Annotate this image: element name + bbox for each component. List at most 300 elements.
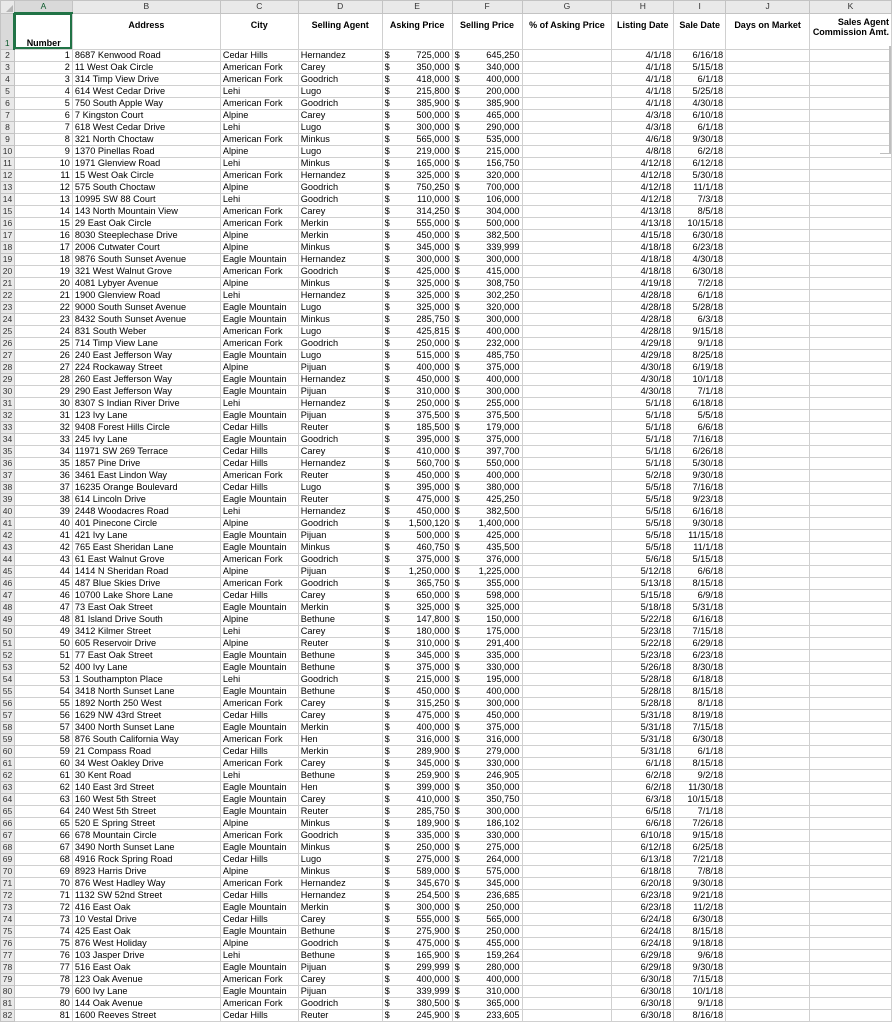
cell-address[interactable]: 11 West Oak Circle — [72, 61, 220, 73]
cell-selling-price[interactable] — [452, 505, 522, 517]
cell-number[interactable]: 71 — [14, 889, 72, 901]
cell-days-on-market[interactable] — [726, 781, 810, 793]
cell-sale-date[interactable]: 6/16/18 — [674, 613, 726, 625]
cell-address[interactable]: 4916 Rock Spring Road — [72, 853, 220, 865]
cell-selling-agent[interactable]: Carey — [298, 793, 382, 805]
cell-sale-date[interactable]: 7/8/18 — [674, 865, 726, 877]
cell-listing-date[interactable]: 5/12/18 — [612, 565, 674, 577]
cell-selling-price[interactable] — [452, 901, 522, 913]
cell-selling-price[interactable] — [452, 457, 522, 469]
cell-sale-date[interactable]: 6/23/18 — [674, 649, 726, 661]
cell-pct-asking[interactable] — [522, 505, 612, 517]
cell-asking-price[interactable] — [382, 709, 452, 721]
cell-listing-date[interactable]: 5/1/18 — [612, 421, 674, 433]
cell-selling-price[interactable] — [452, 157, 522, 169]
cell-asking-price[interactable] — [382, 901, 452, 913]
cell-number[interactable]: 63 — [14, 793, 72, 805]
cell-commission[interactable] — [810, 301, 892, 313]
cell-number[interactable]: 15 — [14, 217, 72, 229]
cell-days-on-market[interactable] — [726, 421, 810, 433]
cell-asking-price[interactable] — [382, 613, 452, 625]
cell-address[interactable]: 9876 South Sunset Avenue — [72, 253, 220, 265]
cell-city[interactable]: Lehi — [220, 157, 298, 169]
row-header[interactable]: 31 — [1, 397, 15, 409]
cell-selling-agent[interactable]: Carey — [298, 205, 382, 217]
cell-selling-agent[interactable]: Goodrich — [298, 97, 382, 109]
cell-selling-agent[interactable]: Bethune — [298, 649, 382, 661]
cell-commission[interactable] — [810, 925, 892, 937]
row-header[interactable]: 77 — [1, 949, 15, 961]
cell-sale-date[interactable]: 5/5/18 — [674, 409, 726, 421]
cell-city[interactable]: Eagle Mountain — [220, 409, 298, 421]
cell-pct-asking[interactable] — [522, 733, 612, 745]
cell-address[interactable]: 3490 North Sunset Lane — [72, 841, 220, 853]
row-header[interactable]: 56 — [1, 697, 15, 709]
cell-selling-agent[interactable]: Hen — [298, 733, 382, 745]
cell-asking-price[interactable] — [382, 61, 452, 73]
cell-city[interactable]: Cedar Hills — [220, 49, 298, 61]
cell-commission[interactable] — [810, 937, 892, 949]
cell-city[interactable]: Eagle Mountain — [220, 661, 298, 673]
cell-sale-date[interactable]: 5/15/18 — [674, 61, 726, 73]
cell-listing-date[interactable]: 4/30/18 — [612, 373, 674, 385]
cell-selling-price[interactable] — [452, 661, 522, 673]
cell-commission[interactable] — [810, 229, 892, 241]
cell-asking-price[interactable] — [382, 397, 452, 409]
cell-address[interactable]: 10 Vestal Drive — [72, 913, 220, 925]
cell-city[interactable]: Eagle Mountain — [220, 685, 298, 697]
row-header[interactable]: 13 — [1, 181, 15, 193]
cell-listing-date[interactable]: 4/28/18 — [612, 313, 674, 325]
cell-number[interactable]: 10 — [14, 157, 72, 169]
cell-sale-date[interactable]: 7/15/18 — [674, 721, 726, 733]
cell-pct-asking[interactable] — [522, 1009, 612, 1021]
cell-number[interactable]: 24 — [14, 325, 72, 337]
cell-pct-asking[interactable] — [522, 409, 612, 421]
cell-selling-agent[interactable]: Bethune — [298, 685, 382, 697]
cell-days-on-market[interactable] — [726, 685, 810, 697]
cell-days-on-market[interactable] — [726, 133, 810, 145]
cell-number[interactable]: 74 — [14, 925, 72, 937]
cell-pct-asking[interactable] — [522, 769, 612, 781]
cell-pct-asking[interactable] — [522, 697, 612, 709]
cell-number[interactable]: 40 — [14, 517, 72, 529]
cell-days-on-market[interactable] — [726, 649, 810, 661]
cell-selling-agent[interactable]: Hernandez — [298, 505, 382, 517]
cell-commission[interactable] — [810, 829, 892, 841]
cell-number[interactable]: 4 — [14, 85, 72, 97]
cell-number[interactable]: 8 — [14, 133, 72, 145]
cell-sale-date[interactable]: 6/29/18 — [674, 637, 726, 649]
row-header[interactable]: 61 — [1, 757, 15, 769]
cell-address[interactable]: 240 West 5th Street — [72, 805, 220, 817]
cell-selling-price[interactable] — [452, 229, 522, 241]
cell-city[interactable]: American Fork — [220, 757, 298, 769]
cell-asking-price[interactable] — [382, 421, 452, 433]
cell-address[interactable]: 16235 Orange Boulevard — [72, 481, 220, 493]
cell-commission[interactable] — [810, 853, 892, 865]
cell-selling-agent[interactable]: Carey — [298, 709, 382, 721]
cell-city[interactable]: Eagle Mountain — [220, 301, 298, 313]
cell-selling-agent[interactable]: Minkus — [298, 541, 382, 553]
cell-commission[interactable] — [810, 61, 892, 73]
header-pct-asking[interactable]: % of Asking Price — [522, 13, 612, 49]
cell-days-on-market[interactable] — [726, 193, 810, 205]
cell-selling-agent[interactable]: Goodrich — [298, 673, 382, 685]
cell-number[interactable]: 11 — [14, 169, 72, 181]
cell-selling-agent[interactable]: Hen — [298, 781, 382, 793]
cell-selling-agent[interactable]: Hernandez — [298, 877, 382, 889]
cell-pct-asking[interactable] — [522, 229, 612, 241]
row-header[interactable]: 23 — [1, 301, 15, 313]
cell-days-on-market[interactable] — [726, 721, 810, 733]
cell-number[interactable]: 57 — [14, 721, 72, 733]
cell-selling-agent[interactable]: Goodrich — [298, 577, 382, 589]
cell-number[interactable]: 51 — [14, 649, 72, 661]
cell-listing-date[interactable]: 6/23/18 — [612, 889, 674, 901]
header-number[interactable]: Number — [14, 13, 72, 49]
cell-listing-date[interactable]: 6/2/18 — [612, 769, 674, 781]
cell-days-on-market[interactable] — [726, 433, 810, 445]
cell-sale-date[interactable]: 6/30/18 — [674, 913, 726, 925]
cell-pct-asking[interactable] — [522, 685, 612, 697]
cell-pct-asking[interactable] — [522, 193, 612, 205]
cell-address[interactable]: 15 West Oak Circle — [72, 169, 220, 181]
cell-sale-date[interactable]: 6/19/18 — [674, 361, 726, 373]
row-header[interactable]: 42 — [1, 529, 15, 541]
cell-sale-date[interactable]: 10/15/18 — [674, 793, 726, 805]
cell-city[interactable]: Alpine — [220, 361, 298, 373]
cell-listing-date[interactable]: 4/12/18 — [612, 193, 674, 205]
cell-number[interactable]: 20 — [14, 277, 72, 289]
cell-city[interactable]: Eagle Mountain — [220, 313, 298, 325]
cell-asking-price[interactable] — [382, 661, 452, 673]
cell-asking-price[interactable] — [382, 505, 452, 517]
cell-pct-asking[interactable] — [522, 589, 612, 601]
cell-asking-price[interactable] — [382, 853, 452, 865]
cell-commission[interactable] — [810, 361, 892, 373]
cell-selling-price[interactable] — [452, 121, 522, 133]
cell-asking-price[interactable] — [382, 373, 452, 385]
cell-selling-agent[interactable]: Hernandez — [298, 373, 382, 385]
cell-sale-date[interactable]: 8/15/18 — [674, 925, 726, 937]
header-days-on-market[interactable]: Days on Market — [726, 13, 810, 49]
cell-listing-date[interactable]: 6/1/18 — [612, 757, 674, 769]
cell-selling-agent[interactable]: Minkus — [298, 865, 382, 877]
cell-asking-price[interactable] — [382, 721, 452, 733]
row-header[interactable]: 81 — [1, 997, 15, 1009]
row-header[interactable]: 18 — [1, 241, 15, 253]
cell-number[interactable]: 58 — [14, 733, 72, 745]
cell-asking-price[interactable] — [382, 301, 452, 313]
cell-selling-agent[interactable]: Merkin — [298, 217, 382, 229]
cell-days-on-market[interactable] — [726, 313, 810, 325]
cell-sale-date[interactable]: 11/30/18 — [674, 781, 726, 793]
cell-number[interactable]: 16 — [14, 229, 72, 241]
cell-city[interactable]: American Fork — [220, 733, 298, 745]
cell-sale-date[interactable]: 9/18/18 — [674, 937, 726, 949]
cell-asking-price[interactable] — [382, 1009, 452, 1021]
cell-city[interactable]: Eagle Mountain — [220, 925, 298, 937]
cell-listing-date[interactable]: 6/23/18 — [612, 901, 674, 913]
cell-asking-price[interactable] — [382, 673, 452, 685]
cell-number[interactable]: 48 — [14, 613, 72, 625]
cell-selling-agent[interactable]: Merkin — [298, 229, 382, 241]
cell-pct-asking[interactable] — [522, 481, 612, 493]
cell-number[interactable]: 65 — [14, 817, 72, 829]
cell-pct-asking[interactable] — [522, 721, 612, 733]
cell-pct-asking[interactable] — [522, 937, 612, 949]
cell-pct-asking[interactable] — [522, 577, 612, 589]
cell-listing-date[interactable]: 5/5/18 — [612, 505, 674, 517]
cell-commission[interactable] — [810, 733, 892, 745]
cell-selling-price[interactable] — [452, 397, 522, 409]
column-header-e[interactable]: E — [382, 1, 452, 14]
column-header-j[interactable]: J — [726, 1, 810, 14]
row-header[interactable]: 17 — [1, 229, 15, 241]
cell-listing-date[interactable]: 5/31/18 — [612, 733, 674, 745]
row-header[interactable]: 10 — [1, 145, 15, 157]
cell-sale-date[interactable]: 8/15/18 — [674, 577, 726, 589]
cell-number[interactable]: 68 — [14, 853, 72, 865]
cell-city[interactable]: American Fork — [220, 325, 298, 337]
row-header[interactable]: 33 — [1, 421, 15, 433]
cell-selling-price[interactable] — [452, 853, 522, 865]
cell-listing-date[interactable]: 5/5/18 — [612, 493, 674, 505]
cell-commission[interactable] — [810, 169, 892, 181]
cell-sale-date[interactable]: 6/16/18 — [674, 505, 726, 517]
cell-listing-date[interactable]: 5/31/18 — [612, 745, 674, 757]
cell-commission[interactable] — [810, 589, 892, 601]
cell-city[interactable]: Eagle Mountain — [220, 541, 298, 553]
cell-sale-date[interactable]: 6/30/18 — [674, 733, 726, 745]
cell-selling-price[interactable] — [452, 373, 522, 385]
cell-commission[interactable] — [810, 529, 892, 541]
row-header[interactable]: 24 — [1, 313, 15, 325]
row-header[interactable]: 22 — [1, 289, 15, 301]
cell-selling-agent[interactable]: Lugo — [298, 853, 382, 865]
cell-asking-price[interactable] — [382, 193, 452, 205]
cell-address[interactable]: 678 Mountain Circle — [72, 829, 220, 841]
cell-address[interactable]: 1971 Glenview Road — [72, 157, 220, 169]
cell-selling-price[interactable] — [452, 889, 522, 901]
cell-pct-asking[interactable] — [522, 361, 612, 373]
cell-asking-price[interactable] — [382, 361, 452, 373]
cell-city[interactable]: American Fork — [220, 205, 298, 217]
cell-sale-date[interactable]: 5/31/18 — [674, 601, 726, 613]
cell-city[interactable]: Alpine — [220, 937, 298, 949]
cell-selling-price[interactable] — [452, 277, 522, 289]
cell-listing-date[interactable]: 5/2/18 — [612, 469, 674, 481]
cell-number[interactable]: 37 — [14, 481, 72, 493]
cell-listing-date[interactable]: 6/2/18 — [612, 781, 674, 793]
cell-days-on-market[interactable] — [726, 1009, 810, 1021]
cell-city[interactable]: Alpine — [220, 865, 298, 877]
cell-pct-asking[interactable] — [522, 97, 612, 109]
cell-number[interactable]: 41 — [14, 529, 72, 541]
cell-selling-price[interactable] — [452, 577, 522, 589]
cell-commission[interactable] — [810, 517, 892, 529]
cell-city[interactable]: American Fork — [220, 61, 298, 73]
cell-commission[interactable] — [810, 685, 892, 697]
cell-listing-date[interactable]: 4/18/18 — [612, 241, 674, 253]
cell-selling-agent[interactable]: Reuter — [298, 421, 382, 433]
cell-city[interactable]: American Fork — [220, 973, 298, 985]
row-header[interactable]: 72 — [1, 889, 15, 901]
cell-commission[interactable] — [810, 913, 892, 925]
cell-commission[interactable] — [810, 565, 892, 577]
cell-number[interactable]: 27 — [14, 361, 72, 373]
cell-city[interactable]: Cedar Hills — [220, 481, 298, 493]
cell-number[interactable]: 19 — [14, 265, 72, 277]
cell-commission[interactable] — [810, 745, 892, 757]
cell-selling-price[interactable] — [452, 529, 522, 541]
cell-number[interactable]: 30 — [14, 397, 72, 409]
cell-pct-asking[interactable] — [522, 709, 612, 721]
cell-pct-asking[interactable] — [522, 385, 612, 397]
cell-address[interactable]: 1 Southampton Place — [72, 673, 220, 685]
cell-sale-date[interactable]: 7/16/18 — [674, 433, 726, 445]
cell-sale-date[interactable]: 6/30/18 — [674, 265, 726, 277]
cell-address[interactable]: 11971 SW 269 Terrace — [72, 445, 220, 457]
cell-address[interactable]: 416 East Oak — [72, 901, 220, 913]
cell-selling-price[interactable] — [452, 649, 522, 661]
cell-commission[interactable] — [810, 637, 892, 649]
cell-asking-price[interactable] — [382, 49, 452, 61]
cell-sale-date[interactable]: 9/1/18 — [674, 997, 726, 1009]
cell-sale-date[interactable]: 6/18/18 — [674, 397, 726, 409]
cell-days-on-market[interactable] — [726, 325, 810, 337]
row-header[interactable]: 78 — [1, 961, 15, 973]
row-header[interactable]: 68 — [1, 841, 15, 853]
cell-days-on-market[interactable] — [726, 877, 810, 889]
row-header[interactable]: 6 — [1, 97, 15, 109]
cell-selling-price[interactable] — [452, 481, 522, 493]
cell-asking-price[interactable] — [382, 229, 452, 241]
cell-selling-price[interactable] — [452, 409, 522, 421]
cell-asking-price[interactable] — [382, 649, 452, 661]
row-header[interactable]: 47 — [1, 589, 15, 601]
cell-selling-price[interactable] — [452, 445, 522, 457]
cell-asking-price[interactable] — [382, 949, 452, 961]
cell-address[interactable]: 2448 Woodacres Road — [72, 505, 220, 517]
cell-commission[interactable] — [810, 133, 892, 145]
cell-listing-date[interactable]: 5/22/18 — [612, 637, 674, 649]
cell-selling-agent[interactable]: Carey — [298, 445, 382, 457]
cell-selling-price[interactable] — [452, 781, 522, 793]
cell-pct-asking[interactable] — [522, 829, 612, 841]
cell-listing-date[interactable]: 5/15/18 — [612, 589, 674, 601]
cell-asking-price[interactable] — [382, 445, 452, 457]
cell-selling-price[interactable] — [452, 925, 522, 937]
cell-asking-price[interactable] — [382, 541, 452, 553]
cell-selling-price[interactable] — [452, 709, 522, 721]
cell-days-on-market[interactable] — [726, 289, 810, 301]
cell-listing-date[interactable]: 4/28/18 — [612, 301, 674, 313]
cell-listing-date[interactable]: 5/1/18 — [612, 409, 674, 421]
row-header[interactable]: 5 — [1, 85, 15, 97]
cell-asking-price[interactable] — [382, 169, 452, 181]
cell-sale-date[interactable]: 6/1/18 — [674, 289, 726, 301]
cell-pct-asking[interactable] — [522, 169, 612, 181]
cell-sale-date[interactable]: 9/15/18 — [674, 829, 726, 841]
cell-number[interactable]: 6 — [14, 109, 72, 121]
cell-selling-price[interactable] — [452, 517, 522, 529]
cell-listing-date[interactable]: 5/1/18 — [612, 457, 674, 469]
cell-selling-price[interactable] — [452, 553, 522, 565]
cell-asking-price[interactable] — [382, 529, 452, 541]
cell-selling-agent[interactable]: Carey — [298, 973, 382, 985]
cell-city[interactable]: Cedar Hills — [220, 589, 298, 601]
cell-sale-date[interactable]: 9/2/18 — [674, 769, 726, 781]
cell-pct-asking[interactable] — [522, 805, 612, 817]
cell-listing-date[interactable]: 4/1/18 — [612, 85, 674, 97]
cell-commission[interactable] — [810, 949, 892, 961]
cell-selling-agent[interactable]: Pijuan — [298, 565, 382, 577]
cell-commission[interactable] — [810, 961, 892, 973]
cell-pct-asking[interactable] — [522, 337, 612, 349]
cell-commission[interactable] — [810, 901, 892, 913]
cell-city[interactable]: Alpine — [220, 613, 298, 625]
cell-address[interactable]: 400 Ivy Lane — [72, 661, 220, 673]
cell-address[interactable]: 34 West Oakley Drive — [72, 757, 220, 769]
cell-selling-price[interactable] — [452, 745, 522, 757]
cell-number[interactable]: 67 — [14, 841, 72, 853]
header-address[interactable]: Address — [72, 13, 220, 49]
cell-asking-price[interactable] — [382, 985, 452, 997]
row-header[interactable]: 11 — [1, 157, 15, 169]
cell-city[interactable]: American Fork — [220, 997, 298, 1009]
cell-pct-asking[interactable] — [522, 913, 612, 925]
select-all-corner[interactable] — [1, 1, 15, 14]
cell-address[interactable]: 487 Blue Skies Drive — [72, 577, 220, 589]
cell-days-on-market[interactable] — [726, 217, 810, 229]
cell-number[interactable]: 45 — [14, 577, 72, 589]
column-header-k[interactable]: K — [810, 1, 892, 14]
cell-pct-asking[interactable] — [522, 997, 612, 1009]
cell-listing-date[interactable]: 4/12/18 — [612, 181, 674, 193]
cell-selling-price[interactable] — [452, 493, 522, 505]
cell-asking-price[interactable] — [382, 109, 452, 121]
cell-pct-asking[interactable] — [522, 865, 612, 877]
cell-city[interactable]: Lehi — [220, 769, 298, 781]
cell-city[interactable]: Cedar Hills — [220, 853, 298, 865]
row-header[interactable]: 39 — [1, 493, 15, 505]
cell-selling-price[interactable] — [452, 997, 522, 1009]
cell-selling-agent[interactable]: Goodrich — [298, 337, 382, 349]
cell-address[interactable]: 290 East Jefferson Way — [72, 385, 220, 397]
cell-selling-agent[interactable]: Carey — [298, 913, 382, 925]
cell-number[interactable]: 55 — [14, 697, 72, 709]
cell-asking-price[interactable] — [382, 841, 452, 853]
row-header[interactable]: 49 — [1, 613, 15, 625]
row-header[interactable]: 34 — [1, 433, 15, 445]
cell-listing-date[interactable]: 4/18/18 — [612, 253, 674, 265]
row-header[interactable]: 59 — [1, 733, 15, 745]
cell-commission[interactable] — [810, 109, 892, 121]
cell-pct-asking[interactable] — [522, 277, 612, 289]
cell-selling-price[interactable] — [452, 973, 522, 985]
row-header[interactable]: 27 — [1, 349, 15, 361]
cell-asking-price[interactable] — [382, 457, 452, 469]
row-header[interactable]: 28 — [1, 361, 15, 373]
cell-number[interactable]: 46 — [14, 589, 72, 601]
cell-selling-agent[interactable]: Merkin — [298, 721, 382, 733]
cell-selling-price[interactable] — [452, 133, 522, 145]
cell-days-on-market[interactable] — [726, 889, 810, 901]
cell-listing-date[interactable]: 5/1/18 — [612, 445, 674, 457]
cell-commission[interactable] — [810, 889, 892, 901]
